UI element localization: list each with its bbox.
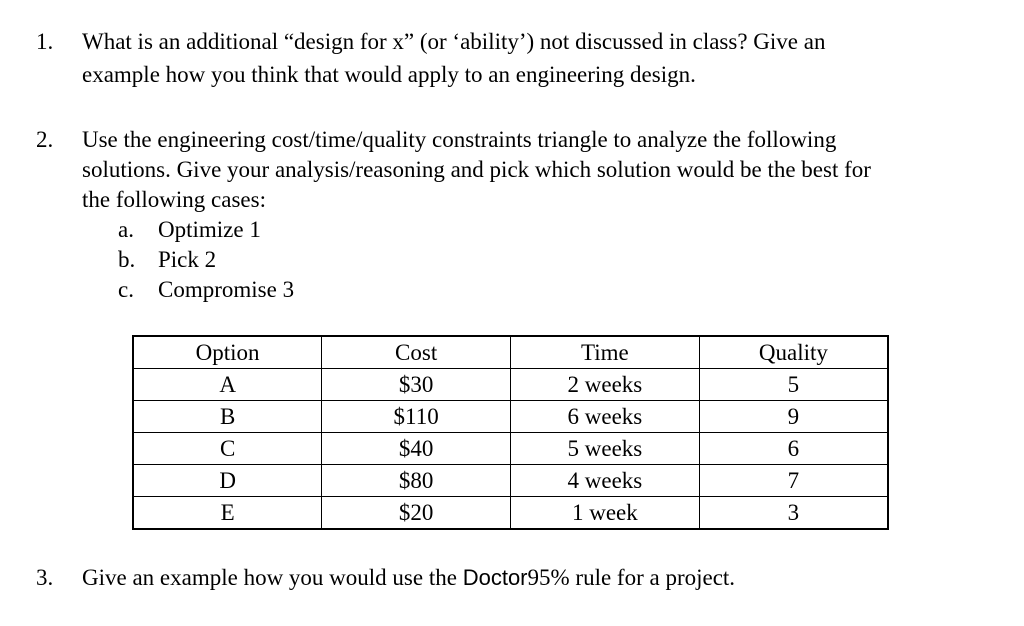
table-header-row [133, 336, 888, 369]
question-text [82, 125, 996, 215]
table-row [133, 433, 888, 465]
table-row [133, 401, 888, 433]
question-number: 1. [36, 29, 54, 54]
table-row [133, 369, 888, 401]
cell-time: 2 weeks [511, 369, 700, 401]
header-time: Time [511, 336, 700, 369]
question-line: solutions. Give your analysis/reasoning and pick which solution would be the best for [82, 157, 871, 182]
subitem-letter: b. [118, 247, 136, 272]
cell-cost: $110 [322, 401, 511, 433]
header-cost: Cost [322, 336, 511, 369]
cell-cost: $30 [322, 369, 511, 401]
subitem-text: Pick 2 [158, 247, 217, 272]
question-number: 2. [36, 127, 54, 152]
cell-option: C [133, 433, 322, 465]
cell-quality: 7 [699, 465, 888, 497]
cell-cost: $80 [322, 465, 511, 497]
table-row [133, 497, 888, 530]
question-number: 3. [36, 565, 54, 590]
question-line: example how you think that would apply to an engineering design. [82, 62, 696, 87]
subitem-letter: a. [118, 217, 134, 242]
subitem-a [118, 215, 261, 245]
header-quality: Quality [699, 336, 888, 369]
cell-option: B [133, 401, 322, 433]
question-line: Use the engineering cost/time/quality constraints triangle to analyze the following [82, 127, 837, 152]
cell-quality: 3 [699, 497, 888, 530]
question-text-before: Give an example how you would use the [82, 565, 463, 590]
question-line: What is an additional “design for x” (or ‘ability’) not discussed in class? Give an [82, 29, 826, 54]
question-doctor-word: Doctor [462, 565, 528, 590]
question-1 [36, 27, 996, 90]
subitem-c [118, 275, 294, 305]
question-text-after: 95% rule for a project. [527, 565, 736, 590]
cell-time: 4 weeks [511, 465, 700, 497]
cell-time: 6 weeks [511, 401, 700, 433]
cell-option: E [133, 497, 322, 530]
cell-option: D [133, 465, 322, 497]
question-3 [36, 563, 996, 593]
table-row [133, 465, 888, 497]
subitem-text: Compromise 3 [158, 277, 295, 302]
cell-cost: $20 [322, 497, 511, 530]
question-text [82, 563, 996, 593]
question-line: the following cases: [82, 187, 266, 212]
cell-time: 5 weeks [511, 433, 700, 465]
cell-quality: 6 [699, 433, 888, 465]
cell-time: 1 week [511, 497, 700, 530]
cell-quality: 9 [699, 401, 888, 433]
subitem-text: Optimize 1 [158, 217, 261, 242]
header-option: Option [133, 336, 322, 369]
cell-cost: $40 [322, 433, 511, 465]
subitem-letter: c. [118, 277, 134, 302]
question-2 [36, 125, 996, 215]
options-table [132, 335, 889, 530]
question-text [82, 27, 996, 90]
subitem-b [118, 245, 216, 275]
cell-quality: 5 [699, 369, 888, 401]
cell-option: A [133, 369, 322, 401]
